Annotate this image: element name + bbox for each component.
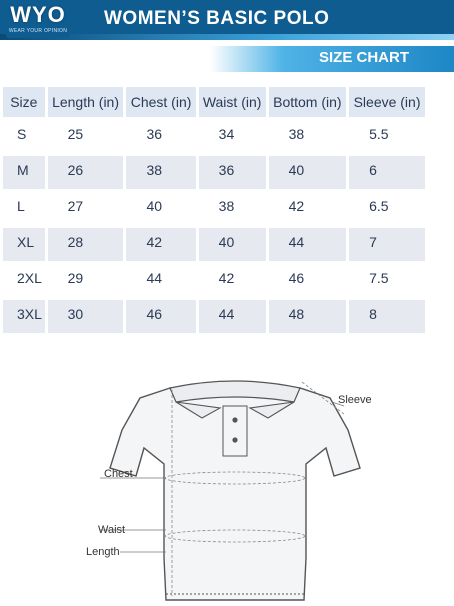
cell-sleeve: 7 <box>349 228 425 261</box>
size-chart-table <box>0 84 428 336</box>
cell-length: 30 <box>48 300 124 333</box>
cell-waist: 36 <box>199 156 266 189</box>
cell-size: 2XL <box>3 264 45 297</box>
cell-chest: 46 <box>126 300 195 333</box>
cell-waist: 44 <box>199 300 266 333</box>
table-row <box>3 156 425 189</box>
cell-bottom: 40 <box>269 156 347 189</box>
button-top <box>232 417 237 422</box>
cell-bottom: 44 <box>269 228 347 261</box>
page-title: WOMEN’S BASIC POLO <box>104 8 330 29</box>
cell-size: S <box>3 120 45 153</box>
table-header-row <box>3 87 425 117</box>
cell-waist: 34 <box>199 120 266 153</box>
cell-size: 3XL <box>3 300 45 333</box>
cell-chest: 44 <box>126 264 195 297</box>
cell-size: L <box>3 192 45 225</box>
column-header-length: Length (in) <box>48 87 124 117</box>
brand-logo-text: WYO <box>10 2 66 27</box>
cell-chest: 38 <box>126 156 195 189</box>
cell-sleeve: 6 <box>349 156 425 189</box>
column-header-size: Size <box>3 87 45 117</box>
cell-sleeve: 8 <box>349 300 425 333</box>
cell-length: 29 <box>48 264 124 297</box>
cell-sleeve: 6.5 <box>349 192 425 225</box>
chest-label: Chest <box>104 468 133 480</box>
cell-length: 25 <box>48 120 124 153</box>
polo-shirt-illustration <box>80 368 380 606</box>
header-banner <box>0 0 454 46</box>
cell-bottom: 46 <box>269 264 347 297</box>
cell-bottom: 42 <box>269 192 347 225</box>
table-row <box>3 192 425 225</box>
column-header-chest: Chest (in) <box>126 87 195 117</box>
cell-bottom: 48 <box>269 300 347 333</box>
sleeve-label: Sleeve <box>338 394 372 406</box>
column-header-sleeve: Sleeve (in) <box>349 87 425 117</box>
cell-waist: 38 <box>199 192 266 225</box>
table-row <box>3 228 425 261</box>
cell-length: 28 <box>48 228 124 261</box>
cell-sleeve: 5.5 <box>349 120 425 153</box>
cell-chest: 36 <box>126 120 195 153</box>
column-header-bottom: Bottom (in) <box>269 87 347 117</box>
cell-bottom: 38 <box>269 120 347 153</box>
table-row <box>3 300 425 333</box>
polo-diagram <box>80 368 380 606</box>
cell-length: 27 <box>48 192 124 225</box>
cell-waist: 40 <box>199 228 266 261</box>
button-bottom <box>232 437 237 442</box>
cell-waist: 42 <box>199 264 266 297</box>
waist-label: Waist <box>98 524 126 536</box>
length-label: Length <box>86 546 120 558</box>
cell-chest: 42 <box>126 228 195 261</box>
cell-size: M <box>3 156 45 189</box>
table-row <box>3 120 425 153</box>
brand-logo-tagline: WEAR YOUR OPINION <box>8 28 68 34</box>
table-row <box>3 264 425 297</box>
column-header-waist: Waist (in) <box>199 87 266 117</box>
page-subtitle: SIZE CHART <box>319 49 409 66</box>
cell-chest: 40 <box>126 192 195 225</box>
cell-length: 26 <box>48 156 124 189</box>
cell-sleeve: 7.5 <box>349 264 425 297</box>
cell-size: XL <box>3 228 45 261</box>
